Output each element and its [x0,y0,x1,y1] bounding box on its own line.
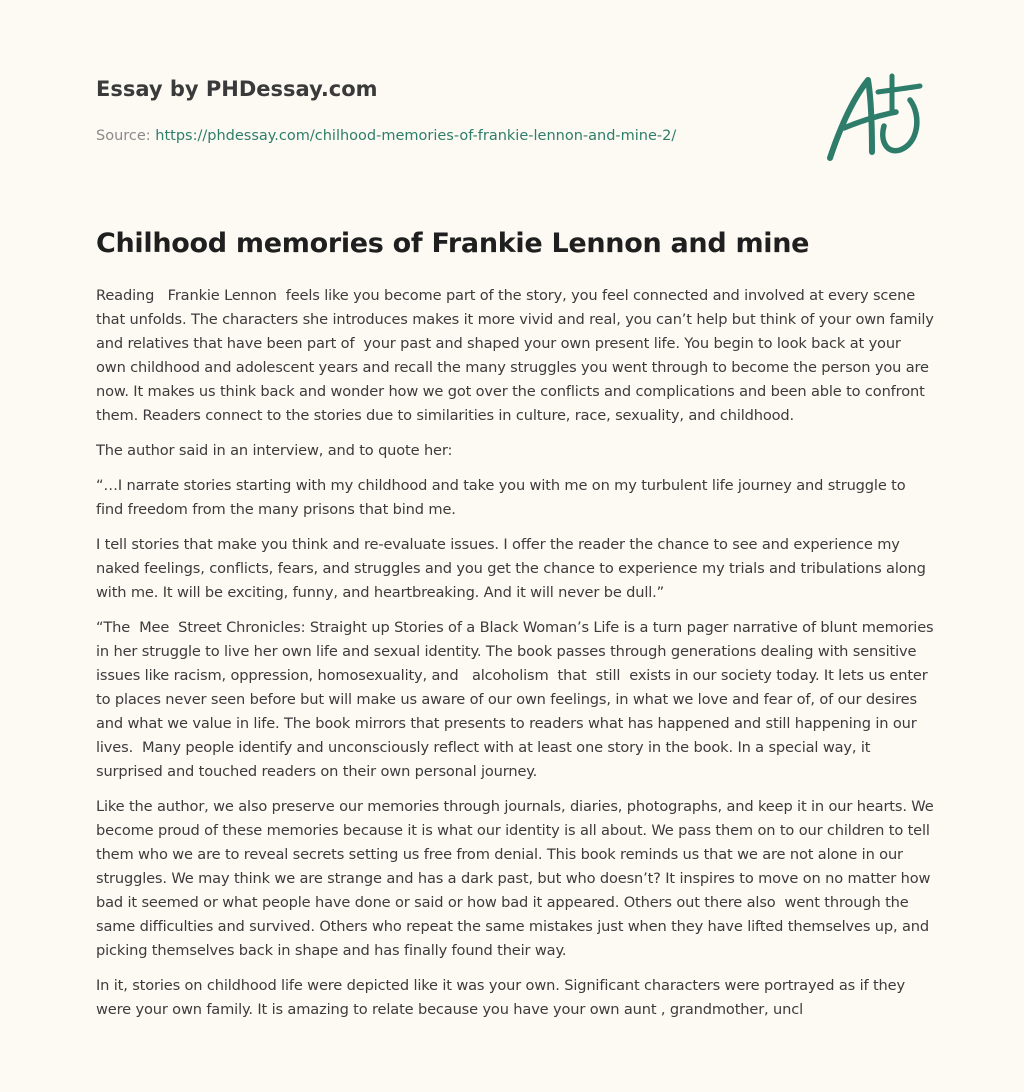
essay-paragraph-3: “…I narrate stories starting with my childhood and take you with me on my turbulent life journey and struggle to find freedom from the many prisons that bind me. [96,477,910,518]
essay-title: Chilhood memories of Frankie Lennon and mine [96,228,810,259]
source-line [96,126,796,146]
essay-content [96,224,939,1033]
essay-paragraph-6: Like the author, we also preserve our memories through journals, diaries, photographs, and keep it in our hearts. We become proud of these memories because it is what our identity is all about. We pass them on to our children to tell them who we are to reveal secrets setting us free from denial. This book reminds us that we are not alone in our struggles. We may think we are strange and has a dark past, but who doesn’t? It inspires to move on no matter how bad it seemed or what people have done or said or how bad it appeared. Others out there also went through the same difficulties and survived. Others who repeat the same mistakes just when they have lifted themselves up, and picking themselves back in shape and has finally found their way. [96,798,939,959]
essay-paragraph-4: I tell stories that make you think and re-evaluate issues. I offer the reader the chance to see and experience my naked feelings, conflicts, fears, and struggles and you get the chance to experience my trials and tribulations along with me. It will be exciting, funny, and heartbreaking. And it will never be dull.” [96,536,931,601]
a-plus-icon [822,66,932,166]
source-label: Source: [96,128,156,144]
source-link[interactable]: https://phdessay.com/chilhood-memories-of-frankie-lennon-and-mine-2/ [155,128,677,144]
essay-paragraph-7: In it, stories on childhood life were depicted like it was your own. Significant characters were portrayed as if they were your own family. It is amazing to relate because you have your own aunt , grandmother, uncl [96,977,910,1018]
page-header [96,74,796,146]
essay-paragraph-1: Reading Frankie Lennon feels like you become part of the story, you feel connected and involved at every scene that unfolds. The characters she introduces makes it more vivid and real, you can’t help but think of your own family and relatives that have been part of your past and shaped your own present life. You begin to look back at your own childhood and adolescent years and recall the many struggles you went through to become the person you are now. It makes us think back and wonder how we got over the conflicts and complications and been able to confront them. Readers connect to the stories due to similarities in culture, race, sexuality, and childhood. [96,287,939,424]
site-title: Essay by PHDessay.com [96,77,378,101]
essay-paragraph-2: The author said in an interview, and to quote her: [96,442,453,459]
essay-paragraph-5: “The Mee Street Chronicles: Straight up Stories of a Black Woman’s Life is a turn pager narrative of blunt memories in her struggle to live her own life and sexual identity. The book passes through generations dealing with sensitive issues like racism, oppression, homosexuality, and alcoholism that still exists in our society today. It lets us enter to places never seen before but will make us aware of our own feelings, in what we love and fear of, of our desires and what we value in life. The book mirrors that presents to readers what has happened and still happening in our lives. Many people identify and unconsciously reflect with at least one story in the book. In a special way, it surprised and touched readers on their own personal journey. [96,619,938,780]
